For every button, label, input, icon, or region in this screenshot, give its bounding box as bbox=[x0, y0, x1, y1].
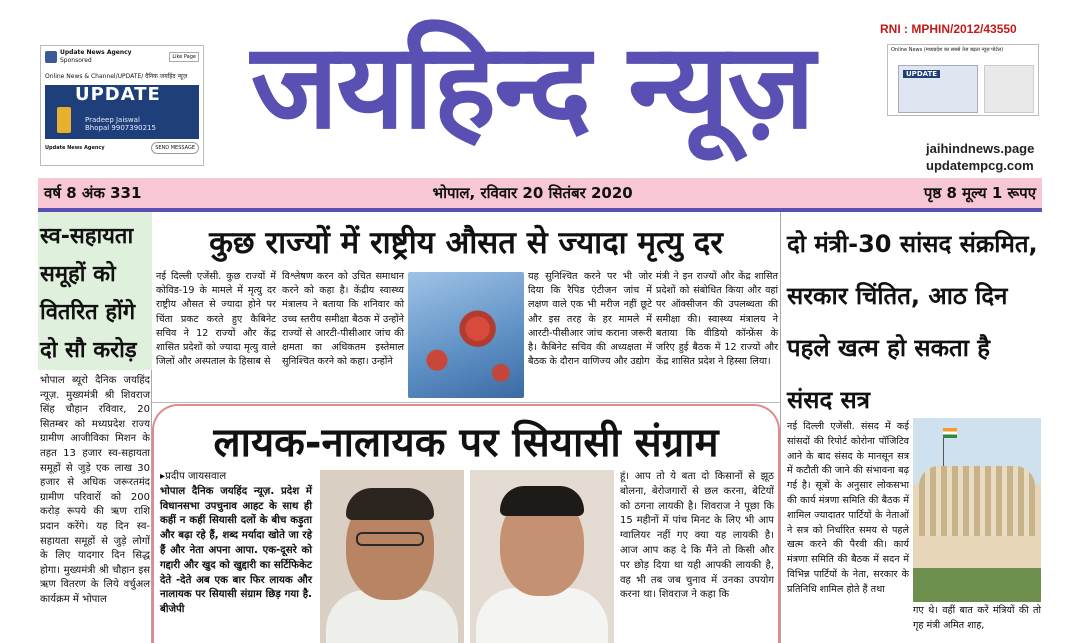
politics-story-text: भोपाल दैनिक जयहिंद न्यूज़. प्रदेश में विधानसभा उपचुनाव आहट के साथ ही कहीं न कहीं सियासी दलों के बीच कड़ुता और बढ़ा रहे हैं, शब्द मर्यादा खोते जा रहे हैं और नेता अपना आपा. एक-दूसरे को गद्दारी और खुद को खुद्दारी का सर्टिफिकेट देते -देते अब एक बार फिर लायक और नालायक पर सियासी संग्राम छिड़ गया है. बीजेपी bbox=[160, 485, 312, 616]
phone-icon bbox=[57, 107, 71, 133]
politics-story-continued: हूं। आप तो ये बता दो किसानों से झूठ बोलना, बेरोजगारों से छल करना, बेटियों को ठगना लायकी है। शिवराज ने पूछा कि 15 महीनों में पांच मिनट के लिए भी आप ग्वालियर नहीं गए क्या यह लायकी है। आज आप कह दे कि मैंने तो किसी और पर छोड़ दिया था यही आपकी लायकी है, वह भी तब जब चुनाव में उनका उपयोग करना था। शिवराज ने कहा कि bbox=[620, 471, 774, 601]
politics-story-lead bbox=[160, 470, 312, 618]
main-story-column: नई दिल्ली एजेंसी. कुछ राज्यों में कोविड-19 के मामले में मृत्यु दर राष्ट्रीय औसत से ज्यादा होने पर चिंता प्रकट करते हुए कैबिनेट सचिव ने 12 राज्यों और केंद्र शासित प्रदेशों को ज्यादा मृत्यु वाले जिलों और अस्पताल के हिसाब से bbox=[156, 271, 276, 368]
ad-tagline: Online News & Channel/UPDATE/ दैनिक जयहिंद न्यूज़ bbox=[45, 73, 188, 80]
ad-person bbox=[85, 116, 156, 132]
main-story-headline: कुछ राज्यों में राष्ट्रीय औसत से ज्यादा मृत्यु दर bbox=[209, 225, 723, 261]
right-story bbox=[780, 212, 1042, 643]
main-story-column: विश्लेषण करन को उचित समाधान करने को कहा है। केंद्रीय स्वास्थ्य मंत्रालय ने बताया कि शनिवार को उच्च स्तरीय समीक्षा बैठक में उन्होंने राज्यों से आरटी-पीसीआर जांच की क्षमता का अधिकतम इस्तेमाल सुनिश्चित करने को कहा। उन्होंने bbox=[282, 271, 404, 368]
issue-strip bbox=[38, 178, 1042, 208]
right-story-headline: दो मंत्री-30 सांसद संक्रमित, सरकार चिंतित, आठ दिन पहले खत्म हो सकता है संसद सत्र bbox=[787, 230, 1038, 414]
news-portal-ad-right[interactable] bbox=[887, 44, 1039, 116]
ad-footer-name: Update News Agency bbox=[45, 145, 105, 151]
coronavirus-image bbox=[408, 272, 524, 398]
left-story-headline: स्व-सहायता समूहों को वितरित होंगे दो सौ करोड़ bbox=[38, 212, 152, 370]
left-story bbox=[38, 212, 152, 643]
left-story-body: भोपाल ब्यूरो दैनिक जयहिंद न्यूज़. मुख्यमंत्री श्री शिवराज सिंह चौहान रविवार, 20 सितम्बर को मध्यप्रदेश राज्य ग्रामीण आजीविका मिशन के तहत 13 हजार स्व-सहायता समूहों से जुड़े एक लाख 30 हजार से अधिक जरूरतमंद ग्रामीण परिवारों को 200 करोड़ रूपये की ऋण राशि प्रदान करेंगे। यह दिन स्व-सहायता समूहों से जुड़े लोगों के लिए यादगार दिन सिद्ध होगा। मुख्यमंत्री श्री चौहान इस ऋण वितरण के लिये वर्चुअल कार्यक्रम में भोपाल bbox=[40, 375, 150, 605]
website-link[interactable]: jaihindnews.page bbox=[926, 141, 1035, 156]
masthead bbox=[0, 0, 1080, 178]
parliament-photo bbox=[913, 418, 1041, 602]
page-price: पृष्ठ 8 मूल्य 1 रूपए bbox=[923, 184, 1036, 202]
dateline: भोपाल, रविवार 20 सितंबर 2020 bbox=[432, 184, 633, 202]
facebook-ad-left[interactable] bbox=[40, 45, 204, 166]
ad-banner[interactable] bbox=[45, 85, 199, 139]
politician-photo bbox=[320, 470, 464, 643]
like-page-button[interactable]: Like Page bbox=[169, 52, 199, 62]
ad-banner-title: UPDATE bbox=[75, 84, 161, 105]
issue-number: वर्ष 8 अंक 331 bbox=[44, 184, 142, 202]
glasses-icon bbox=[356, 532, 424, 546]
ad-page-name: Update News Agency bbox=[60, 49, 132, 56]
ad-sponsored: Sponsored bbox=[60, 57, 92, 64]
ad-right-side-image bbox=[984, 65, 1034, 113]
ad-header bbox=[45, 49, 199, 65]
byline: प्रदीप जायसवाल bbox=[165, 471, 227, 482]
section-divider bbox=[152, 402, 780, 403]
main-story-column: मंत्री ने इन राज्यों और केंद्र शासित प्रदेशों को संबोधित किया और वहां पर ऑक्सीजन की उपलब्धता की समीक्षा की। स्वास्थ्य मंत्रालय ने बताया कि वीडियो कॉन्फ्रेंस के जरिए हुई बैठक में 12 राज्यों और केंद्र शासित प्रदेश ने हिस्सा लिया। bbox=[656, 271, 778, 368]
ad-right-screenshot bbox=[898, 65, 978, 113]
main-story-column: यह सुनिश्चित करने पर भी जोर दिया कि रैपिड एंटीजन जांच में लक्षण वाले एक भी मरीज नहीं छूटे और इस तरह के हर मामले में आरटी-पीसीआर जांच कराना जरूरी है। कैबिनेट सचिव की अध्यक्षता में बैठक के दौरान वाणिज्य और उद्योग bbox=[528, 271, 652, 368]
flag-icon bbox=[943, 428, 957, 438]
website-links bbox=[926, 140, 1034, 174]
page-avatar-icon bbox=[45, 51, 57, 63]
ad-person-name: Pradeep Jaiswal bbox=[85, 116, 140, 124]
website-link[interactable]: updatempcg.com bbox=[926, 158, 1034, 173]
byline-arrow-icon: ▸ bbox=[160, 471, 166, 482]
ad-right-banner: UPDATE bbox=[903, 70, 940, 78]
newspaper-title: जयहिन्द न्यूज़ bbox=[250, 17, 814, 155]
send-message-button[interactable]: SEND MESSAGE bbox=[151, 142, 199, 154]
politics-story-headline: लायक-नालायक पर सियासी संग्राम bbox=[213, 419, 719, 466]
rni-number: RNI : MPHIN/2012/43550 bbox=[880, 22, 1017, 36]
ad-right-tagline: Online News (मध्यप्रदेश का सबसे तेज बढ़ता न्यूज़ पोर्टल) bbox=[891, 47, 1004, 53]
ad-footer bbox=[45, 142, 199, 154]
right-story-body-continued: गए थे। वहीं बात करें मंत्रियों की तो गृह मंत्री अमित शाह, bbox=[913, 605, 1041, 631]
right-story-body: नई दिल्ली एजेंसी. संसद में कई सांसदों की रिपोर्ट कोरोना पॉजिटिव आने के बाद संसद के मानसून सत्र में कटौती की जाने की संभावना बढ़ गई है। सूत्रों के अनुसार लोकसभा की कार्य मंत्रणा समिति की बैठक में शामिल ज्यादातर पार्टियों के नेताओं ने सत्र को निर्धारित समय से पहले खत्म करने की पैरवी की। कार्य मंत्रणा समिति की बैठक में सदन में विभिन्न पार्टियों के नेता, सरकार के प्रतिनिधि शामिल होते हैं तथा bbox=[787, 421, 909, 595]
ad-person-phone: Bhopal 9907390215 bbox=[85, 124, 156, 132]
politician-photo bbox=[470, 470, 614, 643]
